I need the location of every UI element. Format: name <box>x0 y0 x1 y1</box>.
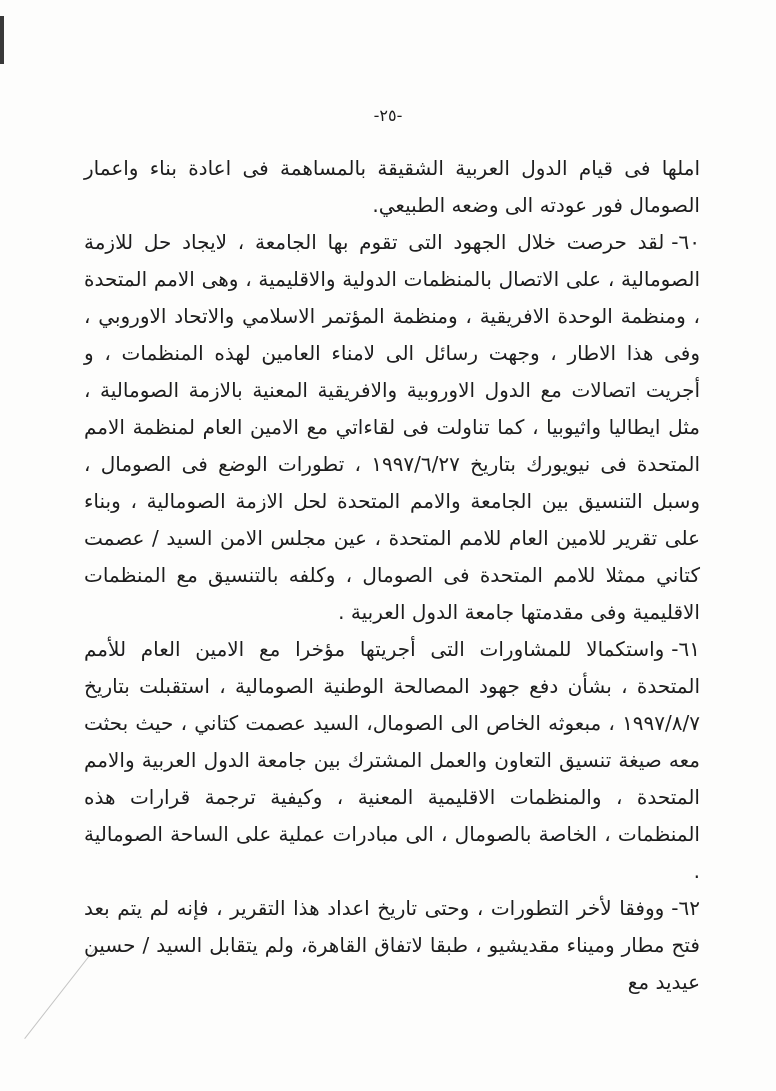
paragraph-text: ووفقا لأخر التطورات ، وحتى تاريخ اعداد هذا التقرير ، فإنه لم يتم بعد فتح مطار وميناء مقديشيو ، طبقا لاتفاق القاهرة، ولم يتقابل السيد / حسين عيديد مع <box>84 896 700 994</box>
page-number: -٢٥- <box>373 106 403 125</box>
paragraph-item-62 <box>84 890 700 1001</box>
paragraph-item-61 <box>84 631 700 890</box>
item-number: ٦٢- <box>671 896 700 920</box>
paragraph-continuation <box>84 150 700 224</box>
document-body <box>84 150 700 1001</box>
paragraph-text: واستكمالا للمشاورات التى أجريتها مؤخرا مع الامين العام للأمم المتحدة ، بشأن دفع جهود المصالحة الوطنية الصومالية ، استقبلت بتاريخ ١٩٩٧/٨/٧ ، مبعوثه الخاص الى الصومال، السيد عصمت كتاني ، حيث بحثت معه صيغة تنسيق التعاون والعمل المشترك بين جامعة الدول العربية والامم المتحدة ، والمنظمات الاقليمية المعنية ، وكيفية ترجمة قرارات هذه المنظمات ، الخاصة بالصومال ، الى مبادرات عملية على الساحة الصومالية . <box>84 637 700 883</box>
scan-artifact-edge <box>0 16 4 64</box>
paragraph-text: املها فى قيام الدول العربية الشقيقة بالمساهمة فى اعادة بناء واعمار الصومال فور عودته الى وضعه الطبيعي. <box>84 156 700 217</box>
item-number: ٦٠- <box>671 230 700 254</box>
item-number: ٦١- <box>671 637 700 661</box>
paragraph-item-60 <box>84 224 700 631</box>
paragraph-text: لقد حرصت خلال الجهود التى تقوم بها الجامعة ، لايجاد حل للازمة الصومالية ، على الاتصال بالمنظمات الدولية والاقليمية ، وهى الامم المتحدة ، ومنظمة الوحدة الافريقية ، ومنظمة المؤتمر الاسلامي والاتحاد الاوروبي ، وفى هذا الاطار ، وجهت رسائل الى لامناء العامين لهذه المنظمات ، و أجريت اتصالات مع الدول الاوروبية والافريقية المعنية بالازمة الصومالية ، مثل ايطاليا واثيوبيا ، كما تناولت فى لقاءاتي مع الامين العام لمنظمة الامم المتحدة فى نيويورك بتاريخ ١٩٩٧/٦/٢٧ ، تطورات الوضع فى الصومال ، وسبل التنسيق بين الجامعة والامم المتحدة لحل الازمة الصومالية ، وبناء على تقرير للامين العام للامم المتحدة ، عين مجلس الامن السيد / عصمت كتاني ممثلا للامم المتحدة فى الصومال ، وكلفه بالتنسيق مع المنظمات الاقليمية وفى مقدمتها جامعة الدول العربية . <box>84 230 700 624</box>
